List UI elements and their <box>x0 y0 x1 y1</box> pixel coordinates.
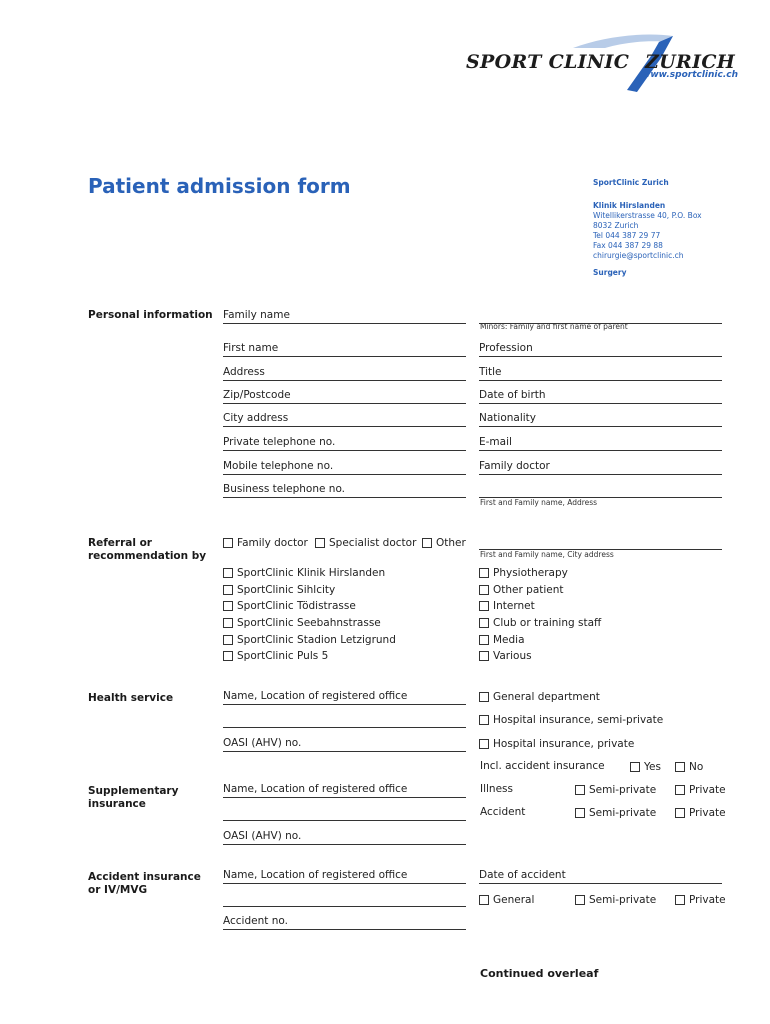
semi-private-insurance-checkbox[interactable] <box>479 713 663 727</box>
referral-source-checkbox[interactable] <box>479 616 601 630</box>
accident-no-checkbox[interactable] <box>675 760 703 774</box>
health-oasi-field[interactable] <box>223 736 466 752</box>
referral-clinic-label: SportClinic Seebahnstrasse <box>237 617 381 629</box>
zip-field[interactable] <box>223 388 466 404</box>
referral-source-checkbox[interactable] <box>479 566 568 580</box>
illness-semi-private-label: Semi-private <box>589 784 657 796</box>
accident-label: Accident <box>480 806 526 818</box>
general-department-checkbox[interactable] <box>479 690 600 704</box>
private-insurance-label: Hospital insurance, private <box>493 738 635 750</box>
zip-label: Zip/Postcode <box>223 389 291 401</box>
checkbox-box[interactable] <box>223 618 233 628</box>
title-label: Title <box>479 366 502 378</box>
logo-url[interactable]: www.sportclinic.ch <box>642 70 739 80</box>
checkbox-box[interactable] <box>675 785 685 795</box>
private-insurance-checkbox[interactable] <box>479 737 634 751</box>
referral-source-label: Physiotherapy <box>493 567 568 579</box>
referral-clinic-checkbox[interactable] <box>223 633 396 647</box>
health-oasi-label: OASI (AHV) no. <box>223 737 302 749</box>
referral-clinic-label: SportClinic Klinik Hirslanden <box>237 567 386 579</box>
accident-semi-private-checkbox[interactable] <box>575 806 656 820</box>
clinic-department: Surgery <box>593 268 627 277</box>
illness-label: Illness <box>480 783 513 795</box>
family-doctor-label: Family doctor <box>479 460 550 472</box>
checkbox-box[interactable] <box>479 618 489 628</box>
checkbox-box[interactable] <box>575 808 585 818</box>
private-telephone-field[interactable] <box>223 435 466 451</box>
referral-other-label: Other <box>436 537 466 549</box>
section-accident-line2: or IV/MVG <box>88 884 148 896</box>
profession-label: Profession <box>479 342 533 354</box>
email-label: E-mail <box>479 436 512 448</box>
address-label: Address <box>223 366 265 378</box>
checkbox-box[interactable] <box>223 568 233 578</box>
checkbox-box[interactable] <box>675 762 685 772</box>
family-doctor-note: First and Family name, Address <box>480 498 598 507</box>
section-referral-line1: Referral or <box>88 537 152 549</box>
accident-no-label: No <box>689 761 704 773</box>
checkbox-box[interactable] <box>479 601 489 611</box>
referral-other-field[interactable] <box>479 534 722 550</box>
checkbox-box[interactable] <box>422 538 432 548</box>
referral-source-label: Various <box>493 650 532 662</box>
logo-sport-clinic: SPORT CLINIC <box>466 51 630 73</box>
checkbox-box[interactable] <box>223 585 233 595</box>
nationality-field[interactable] <box>479 411 722 427</box>
accident-no-field[interactable] <box>223 914 466 930</box>
referral-source-checkbox[interactable] <box>479 633 525 647</box>
referral-source-checkbox[interactable] <box>479 649 532 663</box>
referral-other-checkbox[interactable] <box>422 536 466 550</box>
checkbox-box[interactable] <box>223 538 233 548</box>
city-address-field[interactable] <box>223 411 466 427</box>
checkbox-box[interactable] <box>575 785 585 795</box>
referral-specialist-label: Specialist doctor <box>329 537 417 549</box>
general-department-label: General department <box>493 691 600 703</box>
clinic-email[interactable]: chirurgie@sportclinic.ch <box>593 251 684 260</box>
checkbox-box[interactable] <box>575 895 585 905</box>
checkbox-box[interactable] <box>223 601 233 611</box>
referral-source-label: Media <box>493 634 525 646</box>
checkbox-box[interactable] <box>675 808 685 818</box>
checkbox-box[interactable] <box>675 895 685 905</box>
first-name-label: First name <box>223 342 279 354</box>
supp-oasi-label: OASI (AHV) no. <box>223 830 302 842</box>
checkbox-box[interactable] <box>479 895 489 905</box>
acc-name-location-field[interactable] <box>223 868 466 884</box>
clinic-tel: Tel 044 387 29 77 <box>593 231 661 240</box>
referral-source-checkbox[interactable] <box>479 599 535 613</box>
acc-name-location-label: Name, Location of registered office <box>223 869 408 881</box>
referral-clinic-checkbox[interactable] <box>223 583 335 597</box>
accident-private-label: Private <box>689 807 726 819</box>
checkbox-box[interactable] <box>315 538 325 548</box>
nationality-label: Nationality <box>479 412 537 424</box>
checkbox-box[interactable] <box>479 692 489 702</box>
checkbox-box[interactable] <box>630 762 640 772</box>
referral-specialist-checkbox[interactable] <box>315 536 416 550</box>
referral-clinic-checkbox[interactable] <box>223 616 381 630</box>
checkbox-box[interactable] <box>479 635 489 645</box>
city-address-label: City address <box>223 412 289 424</box>
referral-clinic-checkbox[interactable] <box>223 599 356 613</box>
checkbox-box[interactable] <box>479 651 489 661</box>
accident-no-label: Accident no. <box>223 915 288 927</box>
family-name-field[interactable] <box>223 308 466 324</box>
section-supplementary-line1: Supplementary <box>88 785 179 797</box>
email-field[interactable] <box>479 435 722 451</box>
acc-semi-private-checkbox[interactable] <box>575 893 656 907</box>
accident-yes-checkbox[interactable] <box>630 760 661 774</box>
minors-note: Minors: Family and first name of parent <box>480 322 628 331</box>
section-accident-line1: Accident insurance <box>88 871 201 883</box>
illness-private-label: Private <box>689 784 726 796</box>
referral-clinic-label: SportClinic Stadion Letzigrund <box>237 634 396 646</box>
referral-source-checkbox[interactable] <box>479 583 564 597</box>
acc-general-label: General <box>493 894 535 906</box>
section-personal-information: Personal information <box>88 309 213 321</box>
clinic-fax: Fax 044 387 29 88 <box>593 241 663 250</box>
business-telephone-field[interactable] <box>223 482 466 498</box>
referral-source-label: Club or training staff <box>493 617 602 629</box>
acc-general-checkbox[interactable] <box>479 893 534 907</box>
referral-source-label: Internet <box>493 600 535 612</box>
date-of-birth-field[interactable] <box>479 388 722 404</box>
accident-semi-private-label: Semi-private <box>589 807 657 819</box>
acc-semi-private-label: Semi-private <box>589 894 657 906</box>
section-supplementary <box>88 785 178 811</box>
accident-yes-label: Yes <box>644 761 661 773</box>
business-telephone-label: Business telephone no. <box>223 483 346 495</box>
section-health-service: Health service <box>88 692 174 704</box>
acc-name-location-extra-field[interactable] <box>223 891 466 907</box>
checkbox-box[interactable] <box>223 635 233 645</box>
title-field[interactable] <box>479 365 722 381</box>
private-telephone-label: Private telephone no. <box>223 436 336 448</box>
health-name-location-extra-field[interactable] <box>223 712 466 728</box>
clinic-name: SportClinic Zurich <box>593 178 669 187</box>
checkbox-box[interactable] <box>479 568 489 578</box>
checkbox-box[interactable] <box>479 739 489 749</box>
accident-private-checkbox[interactable] <box>675 806 726 820</box>
checkbox-box[interactable] <box>223 651 233 661</box>
supp-name-location-extra-field[interactable] <box>223 805 466 821</box>
illness-private-checkbox[interactable] <box>675 783 726 797</box>
referral-clinic-label: SportClinic Tödistrasse <box>237 600 356 612</box>
health-name-location-field[interactable] <box>223 689 466 705</box>
acc-private-label: Private <box>689 894 726 906</box>
logo-zurich: ZURICH <box>645 51 735 73</box>
referral-clinic-label: SportClinic Puls 5 <box>237 650 329 662</box>
section-supplementary-line2: insurance <box>88 798 146 810</box>
date-of-accident-label: Date of accident <box>479 869 566 881</box>
family-doctor-extra-field[interactable] <box>479 482 722 498</box>
section-referral <box>88 537 206 563</box>
section-referral-line2: recommendation by <box>88 550 207 562</box>
acc-private-checkbox[interactable] <box>675 893 726 907</box>
incl-accident-label: Incl. accident insurance <box>480 760 605 772</box>
date-of-accident-field[interactable] <box>479 868 722 884</box>
referral-clinic-label: SportClinic Sihlcity <box>237 584 336 596</box>
referral-clinic-checkbox[interactable] <box>223 566 385 580</box>
checkbox-box[interactable] <box>479 715 489 725</box>
continued-overleaf: Continued overleaf <box>480 967 599 980</box>
clinic-city: 8032 Zurich <box>593 221 639 230</box>
family-name-label: Family name <box>223 309 290 321</box>
referral-source-label: Other patient <box>493 584 564 596</box>
section-accident-insurance <box>88 871 201 897</box>
supp-name-location-label: Name, Location of registered office <box>223 783 408 795</box>
mobile-telephone-field[interactable] <box>223 459 466 475</box>
referral-clinic-checkbox[interactable] <box>223 649 328 663</box>
profession-field[interactable] <box>479 341 722 357</box>
supp-oasi-field[interactable] <box>223 829 466 845</box>
semi-private-insurance-label: Hospital insurance, semi-private <box>493 714 664 726</box>
date-of-birth-label: Date of birth <box>479 389 546 401</box>
first-name-field[interactable] <box>223 341 466 357</box>
referral-family-doctor-label: Family doctor <box>237 537 308 549</box>
family-doctor-field[interactable] <box>479 459 722 475</box>
referral-family-doctor-checkbox[interactable] <box>223 536 308 550</box>
health-name-location-label: Name, Location of registered office <box>223 690 408 702</box>
supp-name-location-field[interactable] <box>223 782 466 798</box>
checkbox-box[interactable] <box>479 585 489 595</box>
address-field[interactable] <box>223 365 466 381</box>
page-title: Patient admission form <box>88 174 351 198</box>
mobile-telephone-label: Mobile telephone no. <box>223 460 334 472</box>
clinic-street: Witellikerstrasse 40, P.O. Box <box>593 211 702 220</box>
clinic-hospital: Klinik Hirslanden <box>593 201 666 210</box>
illness-semi-private-checkbox[interactable] <box>575 783 656 797</box>
referral-other-note: First and Family name, City address <box>480 550 614 559</box>
